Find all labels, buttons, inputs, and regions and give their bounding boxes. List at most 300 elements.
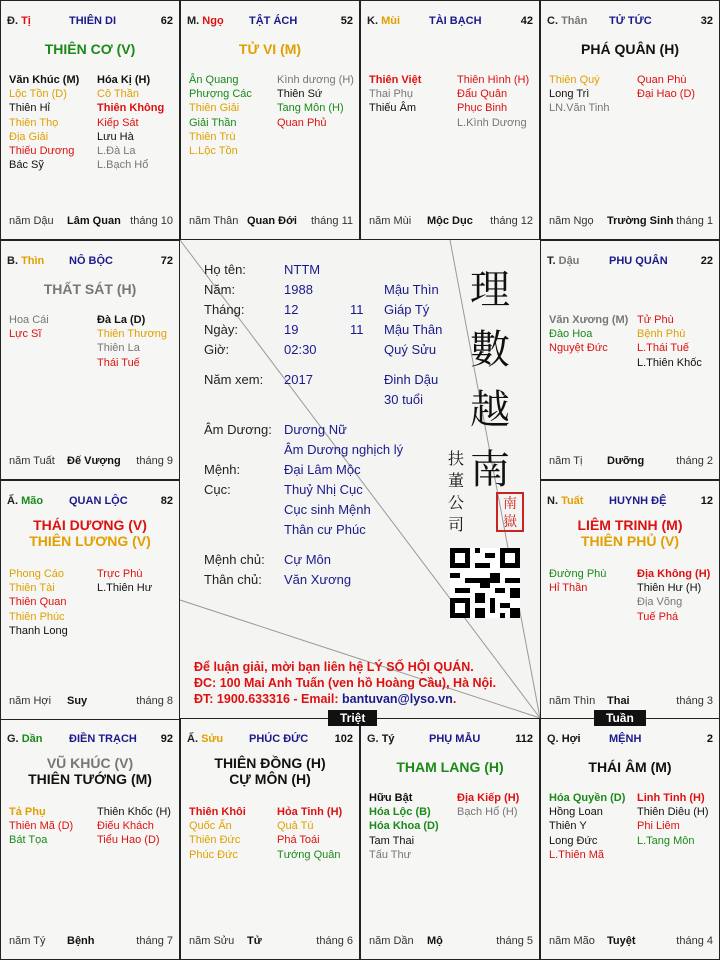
star-item: Thiên Sứ [277,88,323,101]
palace-year: năm Mùi [369,215,412,227]
palace-branch: Thìn [21,255,45,267]
month-can-chi: Giáp Tý [384,302,430,317]
palace-stage: Dưỡng [607,455,645,467]
palace-branch: Hợi [561,733,581,745]
stars-left [9,805,73,848]
star-item: Thiên Mã (D) [9,820,74,833]
red-seal: 南 嶽 [496,492,524,532]
star-item: Thiên Phúc [9,610,65,623]
palace-branch: Tý [381,733,395,745]
palace-prefix: Ấ. [7,495,18,507]
star-item: Phá Toái [277,834,320,847]
star-item: Ân Quang [189,74,239,86]
star-item: Bác Sỹ [9,159,44,172]
palace-name: MỆNH [609,733,642,745]
palace-stage: Quan Đới [247,215,297,227]
major-star: THẤT SÁT (H) [43,281,137,297]
palace-than [540,0,720,240]
cuc-label: Cục: [204,482,231,497]
small-calligraphy-3: 公 [448,493,465,512]
palace-footer [7,695,173,709]
menh-value: Đại Lâm Mộc [284,462,361,477]
star-item: Hóa Khoa (D) [369,820,439,833]
star-item: Long Đức [549,834,598,847]
palace-header [7,15,117,27]
star-item: L.Thiên Hư [97,582,153,595]
palace-stage: Mộ [427,935,443,947]
palace-stage: Đế Vượng [67,455,121,467]
palace-year: năm Dậu [9,215,54,227]
palace-stage: Trường Sinh [607,215,674,227]
star-item: Thiếu Âm [369,102,417,115]
star-item: Thai Phụ [369,88,414,101]
star-item: Thiếu Dương [9,145,75,158]
year-can-chi: Mậu Thìn [384,282,439,297]
palace-name: TÀI BẠCH [429,15,482,27]
palace-month: tháng 11 [310,215,353,227]
palace-number: 62 [160,15,173,27]
star-item: Văn Xương (M) [549,314,629,326]
palace-mui [360,0,540,240]
center-info [180,240,540,720]
star-item: Thiên Quý [549,74,600,86]
palace-header [547,495,667,507]
palace-year: năm Ngọ [549,215,594,227]
palace-year: năm Hợi [9,695,52,707]
star-item: Địa Giải [9,130,49,143]
star-item: Cô Thần [97,88,139,101]
palace-stage: Thai [607,695,630,707]
palace-number: 12 [700,495,713,507]
palace-number: 82 [160,495,173,507]
star-item: Tả Phụ [9,806,46,818]
palace-number: 72 [160,255,173,267]
star-item: Nguyệt Đức [549,342,608,355]
palace-header [547,15,652,27]
palace-dan [0,718,180,960]
star-item: Thiên Thương [97,328,168,341]
cuc-note-1: Cục sinh Mệnh [284,502,371,517]
palace-stage: Bệnh [67,935,95,947]
star-item: Hỏa Tinh (H) [277,806,343,818]
month-label: Tháng: [204,302,245,317]
stars-left [9,313,49,341]
calligraphy-1: 理 [470,267,510,313]
star-item: Kình dương (H) [277,74,354,86]
star-item: Quả Tú [277,820,314,833]
major-star: PHÁ QUÂN (H) [581,41,679,57]
palace-footer [367,935,533,949]
palace-prefix: M. [187,15,200,27]
palace-number: 102 [334,733,353,745]
day-label: Ngày: [204,322,238,337]
palace-stage: Tử [247,935,262,947]
star-item: Đẩu Quân [457,88,508,101]
star-item: Kiếp Sát [97,116,139,129]
palace-year: năm Sửu [189,935,235,947]
star-item: Bệnh Phù [637,328,686,341]
palace-year: năm Tý [9,935,46,947]
cuc-note-2: Thân cư Phúc [284,522,366,537]
major-star: VŨ KHÚC (V) [46,755,134,771]
palace-header [7,495,128,507]
stars-right [97,73,164,172]
star-item: Hỉ Thần [549,582,588,595]
stars-right [97,567,152,595]
stars-left [189,73,252,158]
qr-code-icon[interactable] [450,548,520,618]
stars-left [549,313,628,356]
stars-left [549,791,625,862]
palace-month: tháng 10 [130,215,173,227]
palace-number: 2 [706,733,713,745]
menh-chu-value: Cự Môn [284,552,331,567]
star-item: L.Kình Dương [457,116,527,129]
palace-name: TẬT ÁCH [249,15,298,27]
stars-left [369,791,439,862]
star-item: Tử Phù [637,314,674,326]
star-item: Thiên Hư (H) [637,582,702,595]
major-star: THIÊN TƯỚNG (M) [28,771,152,787]
palace-hoi [540,718,720,960]
major-star: CỰ MÔN (H) [229,771,311,787]
calligraphy-2: 數 [470,327,510,373]
palace-header [367,733,481,745]
contact-line-2: ĐC: 100 Mai Anh Tuấn (ven hồ Hoàng Cầu), Hà Nội. [194,676,497,690]
palace-mao [0,480,180,720]
palace-dau [540,240,720,480]
star-item: Lưu Hà [97,130,134,143]
palace-prefix: Đ. [7,15,18,27]
than-chu-label: Thân chủ: [204,572,262,587]
star-item: Long Trì [549,88,590,101]
star-item: L.Đà La [97,145,136,158]
menh-chu-label: Mệnh chủ: [204,552,265,567]
palace-name: QUAN LỘC [69,495,128,507]
cuc-value: Thuỷ Nhị Cục [284,482,363,497]
star-item: Thiên Khốc (H) [97,806,171,818]
stars-right [97,313,167,370]
palace-name: THIÊN DI [69,15,117,27]
palace-month: tháng 9 [136,455,173,467]
palace-ty [360,718,540,960]
stars-left [9,567,68,638]
star-item: Thiên Quan [9,596,67,609]
star-item: Thiên Khôi [189,806,246,818]
palace-ti [0,0,180,240]
star-item: Phúc Đức [189,848,238,861]
star-item: Linh Tinh (H) [637,792,705,804]
star-item: Quan Phù [637,74,687,86]
small-calligraphy-1: 扶 [448,449,465,468]
phone-text: ĐT: 1900.633316 - Email: [194,692,342,706]
day-lunar: 11 [350,322,364,337]
star-item: Hóa Lộc (B) [369,806,431,819]
stars-right [637,313,702,370]
star-item: L.Thái Tuế [637,342,689,355]
star-item: Phượng Các [189,88,252,101]
palace-footer [547,215,713,229]
contact-line-1: Để luận giải, mời bạn liên hệ LÝ SỐ HỘI QUÁN. [194,660,474,674]
palace-number: 52 [340,15,353,27]
palace-branch: Ngọ [202,15,224,27]
star-item: Thiên Y [549,820,587,833]
stars-left [369,73,421,116]
age-value: 30 tuổi [384,392,424,407]
stars-right [457,791,519,819]
palace-branch: Tị [21,15,31,27]
star-item: Hóa Kị (H) [97,74,151,86]
star-item: Tấu Thư [369,848,412,861]
palace-branch: Tuất [561,495,584,507]
stars-right [277,805,342,862]
star-item: Quốc Ấn [189,820,232,833]
star-item: Đà La (D) [97,314,146,326]
stars-right [637,791,709,848]
palace-prefix: C. [547,15,558,27]
palace-branch: Mùi [381,15,401,27]
palace-month: tháng 7 [136,935,173,947]
amduong-note: Âm Dương nghịch lý [284,442,404,457]
palace-footer [187,935,353,949]
star-item: L.Bạch Hổ [97,159,149,172]
palace-branch: Dần [21,733,43,745]
star-item: Hóa Quyền (D) [549,792,626,804]
palace-stage: Mộc Dục [427,215,473,227]
amduong-label: Âm Dương: [204,422,272,437]
palace-year: năm Tuất [9,455,55,467]
star-item: Thiên Việt [369,74,422,86]
palace-number: 22 [700,255,713,267]
star-item: L.Thiên Khốc [637,356,702,369]
palace-footer [7,455,173,469]
palace-month: tháng 2 [676,455,713,467]
palace-name: HUYNH ĐỆ [609,495,667,507]
view-year-value: 2017 [284,372,313,387]
palace-name: NÔ BỘC [69,255,113,267]
star-item: Hữu Bật [369,792,413,804]
small-calligraphy-2: 董 [448,471,465,490]
star-item: Tiểu Hao (D) [97,834,160,847]
major-star: THÁI DƯƠNG (V) [33,517,147,533]
major-star: THAM LANG (H) [396,759,504,775]
name-value: NTTM [284,262,321,277]
star-item: Địa Không (H) [637,568,711,580]
palace-header [547,733,642,745]
star-item: Thiên Giải [189,102,240,115]
star-item: Thiên Hình (H) [457,74,530,86]
palace-footer [187,215,353,229]
star-item: Phong Cáo [9,568,65,580]
major-star: LIÊM TRINH (M) [577,517,683,533]
day-can-chi: Mậu Thân [384,322,443,337]
star-item: Đào Hoa [549,328,593,341]
star-item: Lực Sĩ [9,328,42,341]
palace-header [547,255,668,267]
palace-month: tháng 3 [676,695,713,707]
star-item: L.Thiên Mã [549,848,605,861]
amduong-value: Dương Nữ [284,422,347,437]
palace-header [7,733,137,745]
stars-right [637,567,710,624]
small-calligraphy-4: 司 [448,515,465,534]
contact-suffix: . [452,692,457,706]
hour-can-chi: Quý Sửu [384,342,437,357]
palace-prefix: Ấ. [187,733,198,745]
star-item: Đại Hao (D) [637,88,696,101]
palace-number: 32 [700,15,713,27]
view-year-label: Năm xem: [204,372,264,387]
palace-footer [547,455,713,469]
stars-left [549,567,606,595]
palace-prefix: K. [367,15,378,27]
star-item: Thiên Tài [9,582,55,595]
month-lunar: 11 [350,302,364,317]
star-item: Phi Liêm [637,820,680,833]
palace-name: TỬ TỨC [609,15,652,27]
palace-name: PHÚC ĐỨC [249,733,309,745]
star-item: Hồng Loan [549,806,603,819]
palace-month: tháng 6 [316,935,353,947]
palace-header [7,255,113,267]
star-item: Trực Phù [97,568,143,580]
calligraphy-3: 越 [470,387,510,433]
palace-year: năm Thìn [549,695,596,707]
palace-header [367,15,482,27]
star-item: Quan Phủ [277,116,327,129]
star-item: Thiên Trù [189,130,236,143]
star-item: Thiên La [97,342,140,355]
palace-branch: Sửu [201,733,224,745]
star-item: Thiên Thọ [9,116,59,129]
stars-left [549,73,610,116]
year-label: Năm: [204,282,236,297]
star-item: Địa Kiếp (H) [457,792,520,804]
palace-prefix: G. [367,733,379,745]
stars-left [189,805,246,862]
star-item: Văn Khúc (M) [9,74,80,86]
major-star: THIÊN ĐỒNG (H) [214,755,326,771]
star-item: Thanh Long [9,624,68,637]
palace-year: năm Tị [549,455,583,467]
year-value: 1988 [284,282,313,297]
star-item: L.Lộc Tồn [189,145,238,158]
hour-label: Giờ: [204,342,230,357]
menh-label: Mệnh: [204,462,241,477]
major-star: THIÊN LƯƠNG (V) [29,533,151,549]
palace-month: tháng 1 [676,215,713,227]
palace-branch: Thân [561,15,588,27]
star-item: Thiên Đức [189,834,241,847]
star-item: Thiên Diêu (H) [637,806,709,819]
star-item: Lộc Tồn (D) [9,88,67,101]
palace-tuat [540,480,720,720]
calligraphy-4: 南 [470,447,510,493]
day-value: 19 [284,322,299,337]
palace-prefix: T. [547,255,556,267]
major-star: THÁI ÂM (M) [588,759,672,775]
palace-prefix: N. [547,495,558,507]
star-item: Địa Võng [637,596,683,609]
palace-prefix: B. [7,255,18,267]
star-item: Tam Thai [369,834,415,847]
stars-right [457,73,529,130]
star-item: Tướng Quân [277,848,341,861]
star-item: Bạch Hổ (H) [457,806,518,819]
star-item: Tuế Phá [637,610,679,623]
stars-right [637,73,695,101]
palace-footer [7,215,173,229]
stars-right [277,73,354,130]
major-star: THIÊN CƠ (V) [44,41,136,57]
palace-stage: Suy [67,695,88,707]
view-can-chi: Đinh Dậu [384,372,439,387]
palace-ngo [180,0,360,240]
triet-tag: Triệt [328,710,377,726]
star-item: Thiên Hỉ [9,102,50,115]
palace-number: 112 [515,733,533,745]
star-item: Thiên Không [97,102,165,115]
star-item: Giải Thần [189,116,237,129]
star-item: Đường Phù [549,568,607,580]
palace-month: tháng 4 [676,935,713,947]
palace-name: PHU QUÂN [609,255,668,267]
stars-right [97,805,171,848]
palace-name: PHỤ MẪU [429,733,481,745]
hour-value: 02:30 [284,342,317,357]
star-item: Thái Tuế [97,356,140,369]
palace-branch: Dậu [558,255,580,267]
palace-footer [7,935,173,949]
month-value: 12 [284,302,299,317]
star-item: L.Tang Môn [637,834,695,847]
palace-year: năm Dần [369,935,414,947]
name-label: Họ tên: [204,262,246,277]
palace-footer [367,215,533,229]
palace-header [187,15,298,27]
palace-year: năm Mão [549,935,595,947]
than-chu-value: Văn Xương [284,572,352,587]
major-star: TỬ VI (M) [238,41,302,57]
palace-number: 42 [520,15,533,27]
star-item: LN.Văn Tinh [549,102,610,115]
tuan-tag: Tuần [594,710,646,726]
star-item: Phục Binh [457,102,508,115]
palace-month: tháng 12 [490,215,533,227]
stars-left [9,73,79,172]
star-item: Tang Môn (H) [277,102,344,115]
palace-prefix: G. [7,733,19,745]
palace-name: ĐIỀN TRẠCH [69,733,137,745]
palace-prefix: Q. [547,733,559,745]
major-star: THIÊN PHỦ (V) [581,533,679,549]
star-item: Bát Tọa [9,834,48,847]
palace-footer [547,695,713,709]
palace-branch: Mão [21,495,44,507]
palace-suu [180,718,360,960]
star-item: Hoa Cái [9,314,49,326]
palace-number: 92 [160,733,173,745]
palace-footer [547,935,713,949]
palace-thin [0,240,180,480]
email-link[interactable]: bantuvan@lyso.vn [342,692,453,706]
palace-stage: Lâm Quan [67,215,121,227]
palace-year: năm Thân [189,215,239,227]
contact-line-3 [194,692,456,706]
palace-month: tháng 5 [496,935,533,947]
palace-stage: Tuyệt [607,935,636,947]
star-item: Điếu Khách [97,820,154,833]
